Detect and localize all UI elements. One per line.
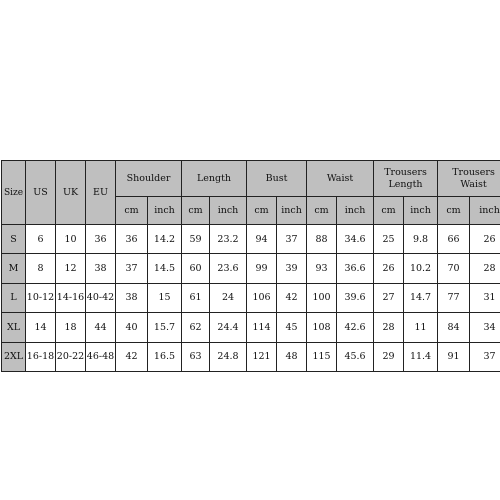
us-header: US [26, 161, 56, 225]
shoulder-cm-cell: 42 [116, 342, 148, 371]
shoulder-inch-cell: 15 [148, 283, 182, 312]
bust-cm-cell: 106 [247, 283, 277, 312]
length-inch-cell: 24.4 [210, 313, 247, 342]
unit-cm-label: cm [307, 197, 337, 225]
table-row [2, 342, 500, 371]
bust-inch-cell: 37 [277, 225, 307, 254]
trousers-waist-inch-cell: 37 [470, 342, 500, 371]
uk-cell: 14-16 [56, 283, 86, 312]
length-cm-cell: 62 [182, 313, 210, 342]
eu-cell: 36 [86, 225, 116, 254]
length-inch-cell: 23.6 [210, 254, 247, 283]
unit-cm-label: cm [247, 197, 277, 225]
trousers-waist-cm-cell: 77 [438, 283, 470, 312]
trousers-waist-header: Trousers Waist [438, 161, 500, 197]
eu-cell: 46-48 [86, 342, 116, 371]
bust-cm-cell: 114 [247, 313, 277, 342]
waist-inch-cell: 42.6 [337, 313, 374, 342]
uk-cell: 20-22 [56, 342, 86, 371]
unit-cm-label: cm [374, 197, 404, 225]
waist-inch-cell: 34.6 [337, 225, 374, 254]
size-cell: S [2, 225, 26, 254]
unit-cm-label: cm [182, 197, 210, 225]
trousers-waist-inch-cell: 34 [470, 313, 500, 342]
trousers-length-inch-cell: 9.8 [404, 225, 438, 254]
table-row [2, 254, 500, 283]
table-row [2, 225, 500, 254]
waist-cm-cell: 108 [307, 313, 337, 342]
trousers-length-inch-cell: 11 [404, 313, 438, 342]
length-header: Length [182, 161, 247, 197]
shoulder-inch-cell: 16.5 [148, 342, 182, 371]
bust-cm-cell: 121 [247, 342, 277, 371]
trousers-length-cm-cell: 28 [374, 313, 404, 342]
size-header: Size [2, 161, 26, 225]
length-cm-cell: 60 [182, 254, 210, 283]
length-cm-cell: 63 [182, 342, 210, 371]
bust-cm-cell: 94 [247, 225, 277, 254]
trousers-length-inch-cell: 11.4 [404, 342, 438, 371]
uk-cell: 10 [56, 225, 86, 254]
trousers-waist-cm-cell: 70 [438, 254, 470, 283]
unit-cm-label: cm [438, 197, 470, 225]
length-inch-cell: 24 [210, 283, 247, 312]
shoulder-cm-cell: 37 [116, 254, 148, 283]
waist-cm-cell: 115 [307, 342, 337, 371]
waist-inch-cell: 39.6 [337, 283, 374, 312]
eu-cell: 44 [86, 313, 116, 342]
size-cell: M [2, 254, 26, 283]
eu-cell: 38 [86, 254, 116, 283]
uk-cell: 18 [56, 313, 86, 342]
bust-inch-cell: 45 [277, 313, 307, 342]
table-body [2, 225, 500, 372]
shoulder-cm-cell: 38 [116, 283, 148, 312]
unit-cm-label: cm [116, 197, 148, 225]
trousers-waist-cm-cell: 84 [438, 313, 470, 342]
trousers-length-header: Trousers Length [374, 161, 438, 197]
size-cell: XL [2, 313, 26, 342]
waist-inch-cell: 45.6 [337, 342, 374, 371]
waist-cm-cell: 93 [307, 254, 337, 283]
waist-inch-cell: 36.6 [337, 254, 374, 283]
waist-cm-cell: 88 [307, 225, 337, 254]
unit-inch-label: inch [148, 197, 182, 225]
bust-inch-cell: 42 [277, 283, 307, 312]
trousers-length-cm-cell: 29 [374, 342, 404, 371]
us-cell: 14 [26, 313, 56, 342]
us-cell: 6 [26, 225, 56, 254]
table-row [2, 283, 500, 312]
eu-cell: 40-42 [86, 283, 116, 312]
length-cm-cell: 59 [182, 225, 210, 254]
bust-inch-cell: 48 [277, 342, 307, 371]
bust-header: Bust [247, 161, 307, 197]
length-inch-cell: 23.2 [210, 225, 247, 254]
size-cell: 2XL [2, 342, 26, 371]
shoulder-cm-cell: 36 [116, 225, 148, 254]
table-row [2, 313, 500, 342]
waist-header: Waist [307, 161, 374, 197]
shoulder-inch-cell: 14.2 [148, 225, 182, 254]
us-cell: 10-12 [26, 283, 56, 312]
uk-header: UK [56, 161, 86, 225]
bust-inch-cell: 39 [277, 254, 307, 283]
trousers-length-cm-cell: 27 [374, 283, 404, 312]
length-inch-cell: 24.8 [210, 342, 247, 371]
unit-inch-label: inch [470, 197, 500, 225]
trousers-waist-inch-cell: 28 [470, 254, 500, 283]
eu-header: EU [86, 161, 116, 225]
shoulder-inch-cell: 14.5 [148, 254, 182, 283]
length-cm-cell: 61 [182, 283, 210, 312]
trousers-waist-inch-cell: 26 [470, 225, 500, 254]
unit-inch-label: inch [337, 197, 374, 225]
trousers-length-inch-cell: 14.7 [404, 283, 438, 312]
shoulder-header: Shoulder [116, 161, 182, 197]
trousers-waist-cm-cell: 66 [438, 225, 470, 254]
waist-cm-cell: 100 [307, 283, 337, 312]
shoulder-inch-cell: 15.7 [148, 313, 182, 342]
trousers-length-cm-cell: 26 [374, 254, 404, 283]
trousers-length-cm-cell: 25 [374, 225, 404, 254]
size-cell: L [2, 283, 26, 312]
unit-inch-label: inch [404, 197, 438, 225]
us-cell: 8 [26, 254, 56, 283]
bust-cm-cell: 99 [247, 254, 277, 283]
shoulder-cm-cell: 40 [116, 313, 148, 342]
trousers-waist-inch-cell: 31 [470, 283, 500, 312]
us-cell: 16-18 [26, 342, 56, 371]
trousers-length-inch-cell: 10.2 [404, 254, 438, 283]
unit-inch-label: inch [277, 197, 307, 225]
header-row [2, 161, 500, 197]
size-chart-table [1, 160, 500, 372]
trousers-waist-cm-cell: 91 [438, 342, 470, 371]
unit-inch-label: inch [210, 197, 247, 225]
uk-cell: 12 [56, 254, 86, 283]
